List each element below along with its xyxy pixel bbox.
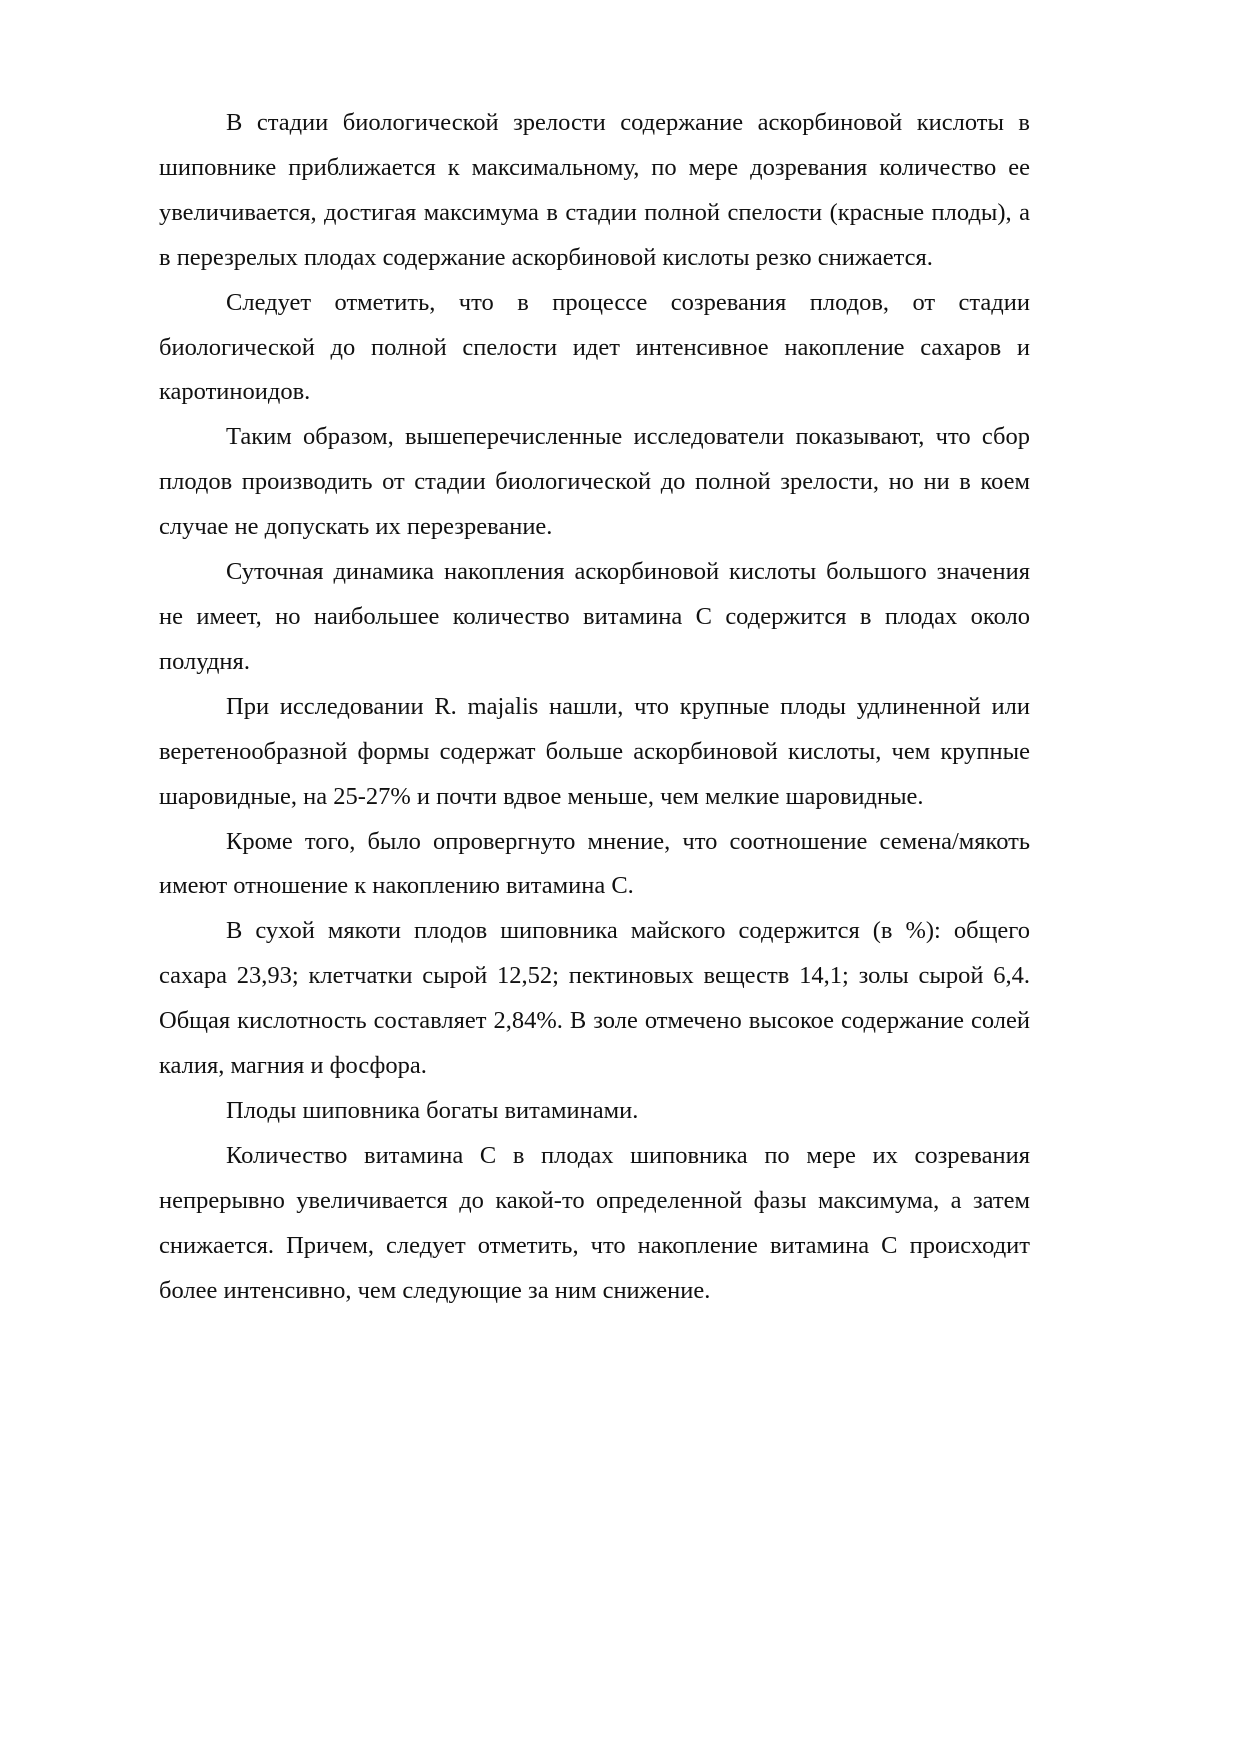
paragraph-vitamins: Плоды шиповника богаты витаминами. <box>226 1096 639 1124</box>
paragraph-fruit-shape: При исследовании R. majalis нашли, что крупные плоды удлиненной или веретенообразной формы содержат больше аскорбиновой кислоты, чем крупные шаровидные, на 25-27% и почти вдвое меньше, чем мелкие шаровидные. <box>159 692 1030 810</box>
paragraph-dry-pulp-composition: В сухой мякоти плодов шиповника майского содержится (в %): общего сахара 23,93; клетчатки сырой 12,52; пектиновых веществ 14,1; золы сырой 6,4. Общая кислотность составляет 2,84%. В золе отмечено высокое содержание солей калия, магния и фосфора. <box>159 917 1030 1080</box>
paragraph-ascorbic-maturity: В стадии биологической зрелости содержание аскорбиновой кислоты в шиповнике приближается к максимальному, по мере дозревания количество ее увеличивается, достигая максимума в стадии полной спелости (красные плоды), а в перезрелых плодах содержание аскорбиновой кислоты резко снижается. <box>159 109 1030 271</box>
paragraph-seed-pulp-ratio: Кроме того, было опровергнуто мнение, что соотношение семена/мякоть имеют отношение к накоплению витамина С. <box>159 827 1030 900</box>
paragraph-harvest-conclusion: Таким образом, вышеперечисленные исследователи показывают, что сбор плодов производить от стадии биологической до полной зрелости, но ни в коем случае не допускать их перезревание. <box>159 423 1030 541</box>
paragraph-daily-dynamics: Суточная динамика накопления аскорбиновой кислоты большого значения не имеет, но наибольшее количество витамина С содержится в плодах около полудня. <box>159 558 1030 675</box>
document-page <box>159 101 1030 1313</box>
paragraph-sugar-accumulation: Следует отметить, что в процессе созревания плодов, от стадии биологической до полной спелости идет интенсивное накопление сахаров и каротиноидов. <box>159 288 1030 406</box>
paragraph-vitamin-c-dynamics: Количество витамина С в плодах шиповника по мере их созревания непрерывно увеличивается до какой-то определенной фазы максимума, а затем снижается. Причем, следует отметить, что накопление витамина С происходит более интенсивно, чем следующие за ним снижение. <box>159 1141 1030 1304</box>
